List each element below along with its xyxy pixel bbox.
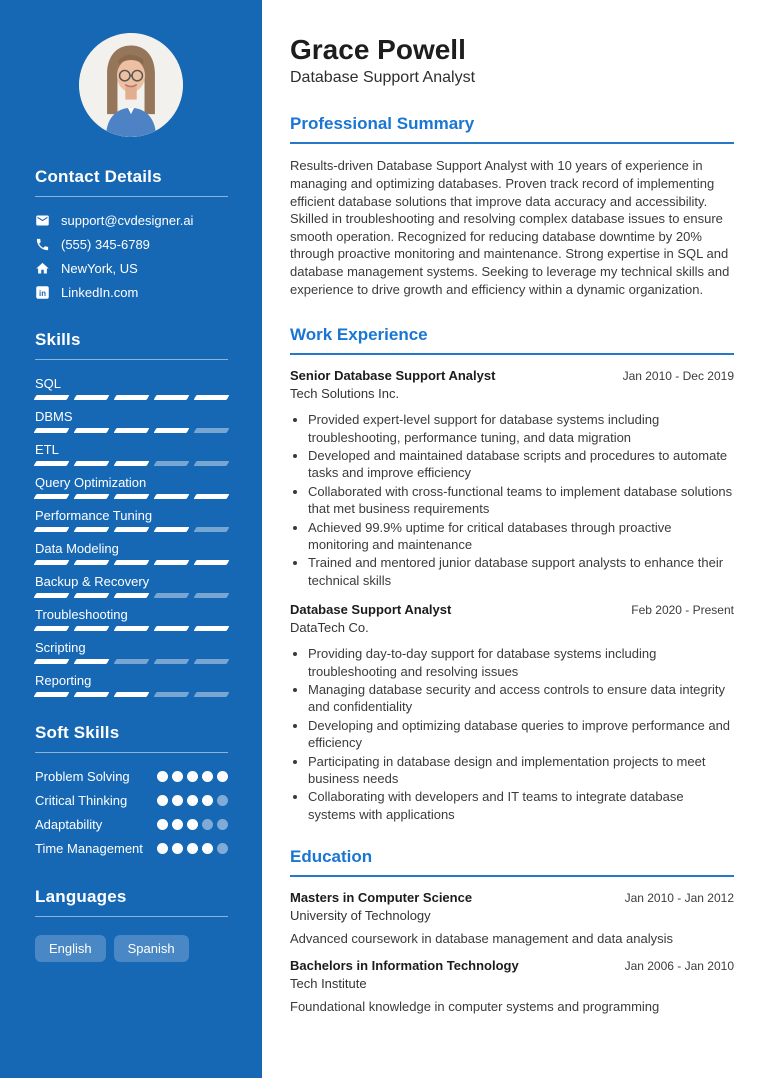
soft-skill-dot bbox=[172, 795, 183, 806]
skill-bar-segment bbox=[154, 659, 190, 664]
contact-location-text: NewYork, US bbox=[61, 261, 138, 276]
education-entry bbox=[290, 890, 734, 946]
skill-bar-segment bbox=[154, 692, 190, 697]
skill-bar-segment bbox=[194, 527, 230, 532]
main-content bbox=[262, 0, 768, 1078]
skill-name: Backup & Recovery bbox=[35, 574, 150, 589]
soft-skill-dot bbox=[217, 795, 228, 806]
contact-phone bbox=[35, 237, 228, 252]
job-bullet: • Developing and optimizing database queries to improve performance and efficiency bbox=[308, 717, 734, 752]
person-name: Grace Powell bbox=[290, 34, 466, 65]
work-experience-heading: Work Experience bbox=[290, 325, 734, 355]
soft-skill-dots bbox=[157, 819, 228, 830]
soft-skill-dot bbox=[187, 795, 198, 806]
skill-bar-segment bbox=[34, 560, 70, 565]
skill-bar-segment bbox=[154, 461, 190, 466]
job-bullet: • Managing database security and access controls to ensure data integrity and confidentiality bbox=[308, 681, 734, 716]
soft-skill-dots bbox=[157, 843, 228, 854]
education-school: University of Technology bbox=[290, 908, 431, 924]
education-header bbox=[290, 958, 734, 973]
education-dates: Jan 2006 - Jan 2010 bbox=[624, 959, 734, 974]
education-header bbox=[290, 890, 734, 905]
skill-item bbox=[35, 475, 228, 499]
summary-text: Results-driven Database Support Analyst with 10 years of experience in managing and optimizing databases. Proven track record of implementing efficient database solutions that improve data accuracy and accessibility. Skilled in troubleshooting and resolving complex database issues to ensure smooth operation. Recognized for reducing database downtime by 20% through proactive monitoring and maintenance. Strong expertise in SQL and database management systems. Seeking to leverage my technical skills and experience to drive growth and efficiency within a dynamic organization. bbox=[290, 158, 730, 297]
skill-bar bbox=[35, 593, 228, 598]
job-header bbox=[290, 602, 734, 617]
summary-section bbox=[290, 114, 734, 298]
job-entry bbox=[290, 368, 734, 589]
job-bullet: • Trained and mentored junior database support analysts to enhance their technical skills bbox=[308, 554, 734, 589]
skill-bar-segment bbox=[74, 659, 110, 664]
job-bullet: • Developed and maintained database scripts and procedures to automate tasks and improve efficiency bbox=[308, 447, 734, 482]
skill-bar-segment bbox=[114, 593, 150, 598]
skill-bar-segment bbox=[114, 461, 150, 466]
skill-name: ETL bbox=[35, 442, 59, 457]
soft-skill-name: Problem Solving bbox=[35, 769, 130, 784]
job-bullet: • Collaborating with developers and IT teams to integrate database systems with applications bbox=[308, 788, 734, 823]
skill-bar-segment bbox=[194, 395, 230, 400]
soft-skill-dot bbox=[202, 843, 213, 854]
skill-bar-segment bbox=[74, 626, 110, 631]
education-school: Tech Institute bbox=[290, 976, 367, 992]
skill-bar bbox=[35, 692, 228, 697]
skill-bar bbox=[35, 494, 228, 499]
skill-bar-segment bbox=[154, 494, 190, 499]
soft-skill-name: Critical Thinking bbox=[35, 793, 128, 808]
soft-skill-name: Time Management bbox=[35, 841, 143, 856]
education-degree: Masters in Computer Science bbox=[290, 890, 473, 906]
skill-bar-segment bbox=[34, 461, 70, 466]
contact-section bbox=[35, 167, 228, 300]
work-experience-section bbox=[290, 325, 734, 823]
soft-skill-dot bbox=[172, 843, 183, 854]
phone-icon bbox=[35, 237, 50, 252]
soft-skill-dots bbox=[157, 771, 228, 782]
skill-bar-segment bbox=[194, 692, 230, 697]
soft-skill-dots bbox=[157, 795, 228, 806]
contact-list bbox=[35, 213, 228, 300]
job-company: DataTech Co. bbox=[290, 620, 369, 636]
contact-linkedin-text: LinkedIn.com bbox=[61, 285, 139, 300]
skill-bar bbox=[35, 626, 228, 631]
skill-name: Data Modeling bbox=[35, 541, 119, 556]
skill-bar bbox=[35, 659, 228, 664]
job-bullet: • Achieved 99.9% uptime for critical databases through proactive monitoring and maintenance bbox=[308, 519, 734, 554]
skill-name: Query Optimization bbox=[35, 475, 147, 490]
skill-bar-segment bbox=[74, 692, 110, 697]
contact-title: Contact Details bbox=[35, 167, 228, 197]
skill-bar-segment bbox=[74, 494, 110, 499]
soft-skill-dot bbox=[157, 771, 168, 782]
avatar-photo-icon bbox=[79, 33, 183, 137]
contact-phone-text: (555) 345-6789 bbox=[61, 237, 150, 252]
language-pill: Spanish bbox=[114, 935, 189, 962]
education-section bbox=[290, 847, 734, 1014]
education-dates: Jan 2010 - Jan 2012 bbox=[624, 891, 734, 906]
skill-bar-segment bbox=[194, 461, 230, 466]
person-job-title: Database Support Analyst bbox=[290, 69, 476, 87]
education-description: Advanced coursework in database management and data analysis bbox=[290, 931, 674, 947]
skill-bar-segment bbox=[194, 560, 230, 565]
skill-item bbox=[35, 673, 228, 697]
job-bullet: • Collaborated with cross-functional teams to implement database solutions that met business requirements bbox=[308, 483, 734, 518]
skill-name: Troubleshooting bbox=[35, 607, 128, 622]
soft-skills-title: Soft Skills bbox=[35, 723, 228, 753]
skill-item bbox=[35, 376, 228, 400]
skill-bar-segment bbox=[114, 428, 150, 433]
skill-bar-segment bbox=[154, 626, 190, 631]
avatar bbox=[79, 33, 183, 137]
soft-skill-dot bbox=[157, 795, 168, 806]
soft-skill-dot bbox=[187, 771, 198, 782]
skill-bar-segment bbox=[154, 527, 190, 532]
soft-skill-dot bbox=[187, 843, 198, 854]
skill-bar-segment bbox=[194, 428, 230, 433]
skill-bar-segment bbox=[34, 395, 70, 400]
skill-name: SQL bbox=[35, 376, 62, 391]
skill-bar bbox=[35, 395, 228, 400]
soft-skill-dot bbox=[202, 819, 213, 830]
home-icon bbox=[35, 261, 50, 276]
skill-bar-segment bbox=[74, 593, 110, 598]
soft-skill-dot bbox=[157, 819, 168, 830]
skill-item bbox=[35, 640, 228, 664]
contact-email-text: support@cvdesigner.ai bbox=[61, 213, 194, 228]
soft-skill-dot bbox=[202, 771, 213, 782]
svg-text:in: in bbox=[39, 288, 46, 298]
contact-email bbox=[35, 213, 228, 228]
soft-skill-item bbox=[35, 840, 228, 857]
skill-name: Reporting bbox=[35, 673, 92, 688]
job-dates: Jan 2010 - Dec 2019 bbox=[622, 369, 734, 384]
skill-bar-segment bbox=[114, 560, 150, 565]
languages-section bbox=[35, 887, 228, 962]
skill-bar-segment bbox=[34, 494, 70, 499]
skill-bar bbox=[35, 527, 228, 532]
skill-name: DBMS bbox=[35, 409, 73, 424]
skills-section bbox=[35, 330, 228, 697]
job-bullet-list bbox=[308, 645, 734, 823]
job-bullet: • Participating in database design and implementation projects to meet business needs bbox=[308, 753, 734, 788]
skill-bar bbox=[35, 461, 228, 466]
skill-bar-segment bbox=[74, 395, 110, 400]
soft-skill-dot bbox=[187, 819, 198, 830]
soft-skill-item bbox=[35, 792, 228, 809]
skill-bar-segment bbox=[114, 527, 150, 532]
skill-bar-segment bbox=[34, 428, 70, 433]
skill-bar-segment bbox=[114, 494, 150, 499]
language-list bbox=[35, 935, 228, 962]
skill-item bbox=[35, 574, 228, 598]
skill-bar-segment bbox=[34, 527, 70, 532]
skill-bar-segment bbox=[114, 626, 150, 631]
skill-item bbox=[35, 442, 228, 466]
soft-skill-list bbox=[35, 768, 228, 857]
language-pill: English bbox=[35, 935, 106, 962]
soft-skill-dot bbox=[172, 819, 183, 830]
skill-bar-segment bbox=[194, 494, 230, 499]
skill-bar-segment bbox=[34, 626, 70, 631]
soft-skill-dot bbox=[217, 819, 228, 830]
education-description: Foundational knowledge in computer systems and programming bbox=[290, 999, 660, 1015]
skill-bar-segment bbox=[154, 593, 190, 598]
job-entry bbox=[290, 602, 734, 823]
skill-bar-segment bbox=[194, 593, 230, 598]
contact-linkedin bbox=[35, 285, 228, 300]
skill-bar-segment bbox=[34, 692, 70, 697]
skill-bar bbox=[35, 428, 228, 433]
skill-bar-segment bbox=[34, 593, 70, 598]
skill-bar-segment bbox=[74, 527, 110, 532]
education-entry bbox=[290, 958, 734, 1014]
linkedin-icon bbox=[35, 285, 50, 300]
skill-bar bbox=[35, 560, 228, 565]
job-company: Tech Solutions Inc. bbox=[290, 386, 400, 402]
contact-location bbox=[35, 261, 228, 276]
job-role: Database Support Analyst bbox=[290, 602, 452, 618]
soft-skill-dot bbox=[157, 843, 168, 854]
job-bullet: • Providing day-to-day support for database systems including troubleshooting and resolving issues bbox=[308, 645, 734, 680]
soft-skill-item bbox=[35, 816, 228, 833]
soft-skill-dot bbox=[217, 771, 228, 782]
skill-bar-segment bbox=[194, 626, 230, 631]
skill-bar-segment bbox=[114, 395, 150, 400]
skill-item bbox=[35, 541, 228, 565]
skill-bar-segment bbox=[154, 560, 190, 565]
job-bullet: • Provided expert-level support for database systems including troubleshooting, performance tuning, and data migration bbox=[308, 411, 734, 446]
skill-bar-segment bbox=[74, 461, 110, 466]
job-dates: Feb 2020 - Present bbox=[631, 603, 734, 618]
job-role: Senior Database Support Analyst bbox=[290, 368, 496, 384]
education-degree: Bachelors in Information Technology bbox=[290, 958, 519, 974]
envelope-icon bbox=[35, 213, 50, 228]
job-bullet-list bbox=[308, 411, 734, 589]
languages-title: Languages bbox=[35, 887, 228, 917]
skill-item bbox=[35, 607, 228, 631]
soft-skills-section bbox=[35, 723, 228, 857]
skill-bar-segment bbox=[154, 428, 190, 433]
skill-name: Scripting bbox=[35, 640, 86, 655]
job-header bbox=[290, 368, 734, 383]
skill-bar-segment bbox=[114, 659, 150, 664]
skill-bar-segment bbox=[74, 560, 110, 565]
skill-bar-segment bbox=[194, 659, 230, 664]
summary-heading: Professional Summary bbox=[290, 114, 734, 144]
soft-skill-dot bbox=[217, 843, 228, 854]
skill-bar-segment bbox=[74, 428, 110, 433]
soft-skill-name: Adaptability bbox=[35, 817, 103, 832]
education-heading: Education bbox=[290, 847, 734, 877]
skill-bar-segment bbox=[154, 395, 190, 400]
skill-list bbox=[35, 376, 228, 697]
skill-item bbox=[35, 508, 228, 532]
skill-bar-segment bbox=[34, 659, 70, 664]
soft-skill-dot bbox=[172, 771, 183, 782]
skills-title: Skills bbox=[35, 330, 228, 360]
sidebar bbox=[0, 0, 262, 1078]
skill-item bbox=[35, 409, 228, 433]
skill-bar-segment bbox=[114, 692, 150, 697]
soft-skill-item bbox=[35, 768, 228, 785]
soft-skill-dot bbox=[202, 795, 213, 806]
skill-name: Performance Tuning bbox=[35, 508, 153, 523]
